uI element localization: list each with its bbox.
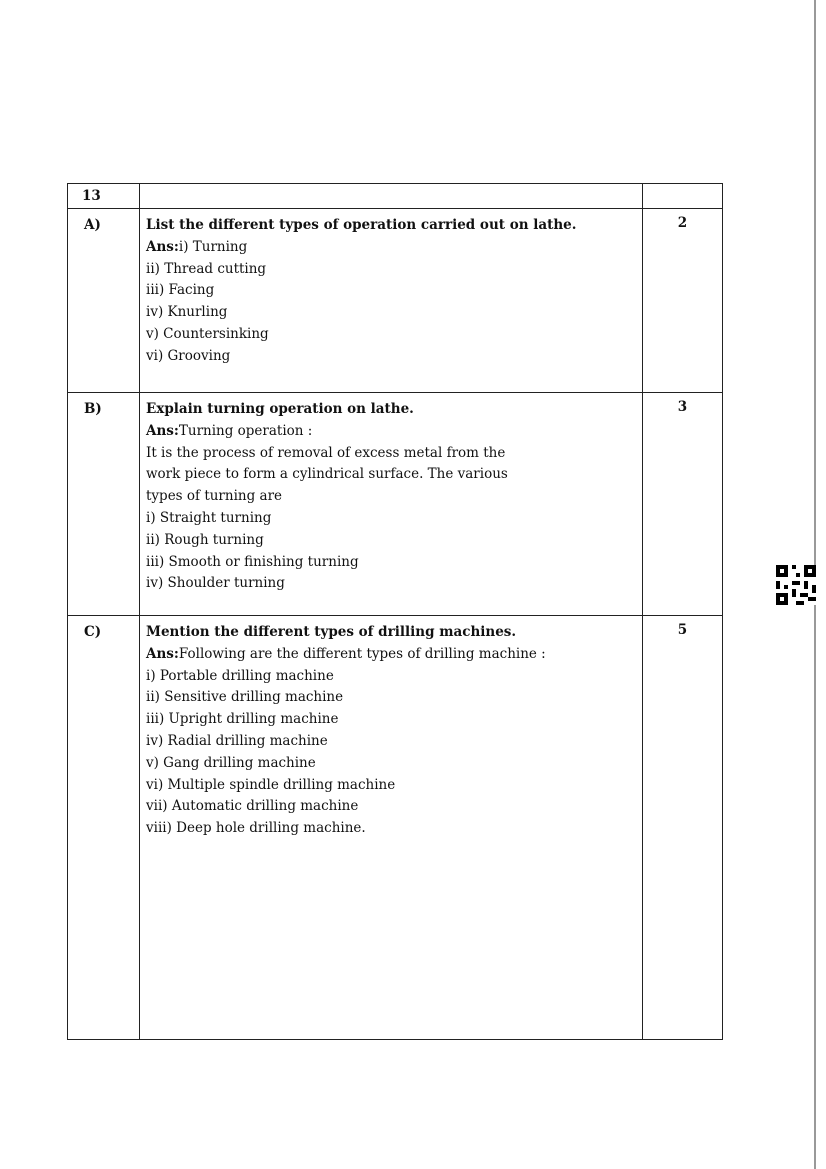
part-b-question: Explain turning operation on lathe. <box>146 401 414 417</box>
part-c-ans-prefix: Ans: <box>146 645 179 662</box>
answer-line: vi) Multiple spindle drilling machine <box>146 776 396 793</box>
answer-line: types of turning are <box>146 488 283 505</box>
answer-line: iv) Radial drilling machine <box>146 732 328 749</box>
part-c-label: C) <box>68 616 140 1040</box>
part-c-first-line: Following are the different types of drilling machine : <box>178 645 546 662</box>
part-a-row <box>68 209 723 393</box>
part-a-marks: 2 <box>643 209 723 393</box>
part-c-content <box>140 616 643 1040</box>
part-a-label: A) <box>68 209 140 393</box>
part-b-answer-first-line <box>146 421 636 443</box>
part-b-ans-prefix: Ans: <box>146 422 179 439</box>
answer-line: viii) Deep hole drilling machine. <box>146 820 366 837</box>
part-c-question: Mention the different types of drilling machines. <box>146 624 517 640</box>
part-a-first-line: i) Turning <box>178 238 248 255</box>
answer-line: i) Straight turning <box>146 509 272 526</box>
answer-line: iii) Smooth or finishing turning <box>146 553 359 570</box>
part-a-content <box>140 209 643 393</box>
answer-line: vii) Automatic drilling machine <box>146 798 359 815</box>
answer-line: It is the process of removal of excess metal from the <box>146 444 506 461</box>
part-a-question: List the different types of operation carried out on lathe. <box>146 217 577 233</box>
header-blank-cell <box>140 184 643 209</box>
answer-line: ii) Sensitive drilling machine <box>146 689 344 706</box>
part-c-answer-first-line <box>146 644 636 666</box>
answer-line: v) Gang drilling machine <box>146 754 316 771</box>
answer-line: iii) Upright drilling machine <box>146 711 339 728</box>
part-b-marks: 3 <box>643 393 723 616</box>
answer-line: work piece to form a cylindrical surface. The various <box>146 466 508 483</box>
part-c-marks: 5 <box>643 616 723 1040</box>
question-header-row <box>68 184 723 209</box>
answer-line: v) Countersinking <box>146 325 269 342</box>
part-a-ans-prefix: Ans: <box>146 238 179 255</box>
answer-line: iv) Knurling <box>146 304 228 321</box>
part-b-label: B) <box>68 393 140 616</box>
answer-line: vi) Grooving <box>146 347 231 364</box>
part-c-row <box>68 616 723 1040</box>
part-b-row <box>68 393 723 616</box>
qr-code-icon <box>776 565 816 605</box>
answer-line: i) Portable drilling machine <box>146 667 334 684</box>
answer-line: ii) Thread cutting <box>146 260 267 277</box>
qa-table <box>67 183 723 1040</box>
question-number: 13 <box>68 184 140 209</box>
answer-line: iv) Shoulder turning <box>146 575 285 592</box>
header-marks-cell <box>643 184 723 209</box>
part-b-content <box>140 393 643 616</box>
answer-line: ii) Rough turning <box>146 531 264 548</box>
part-a-answer-first-line <box>146 237 636 259</box>
answer-line: iii) Facing <box>146 282 215 299</box>
part-b-first-line: Turning operation : <box>178 422 313 439</box>
